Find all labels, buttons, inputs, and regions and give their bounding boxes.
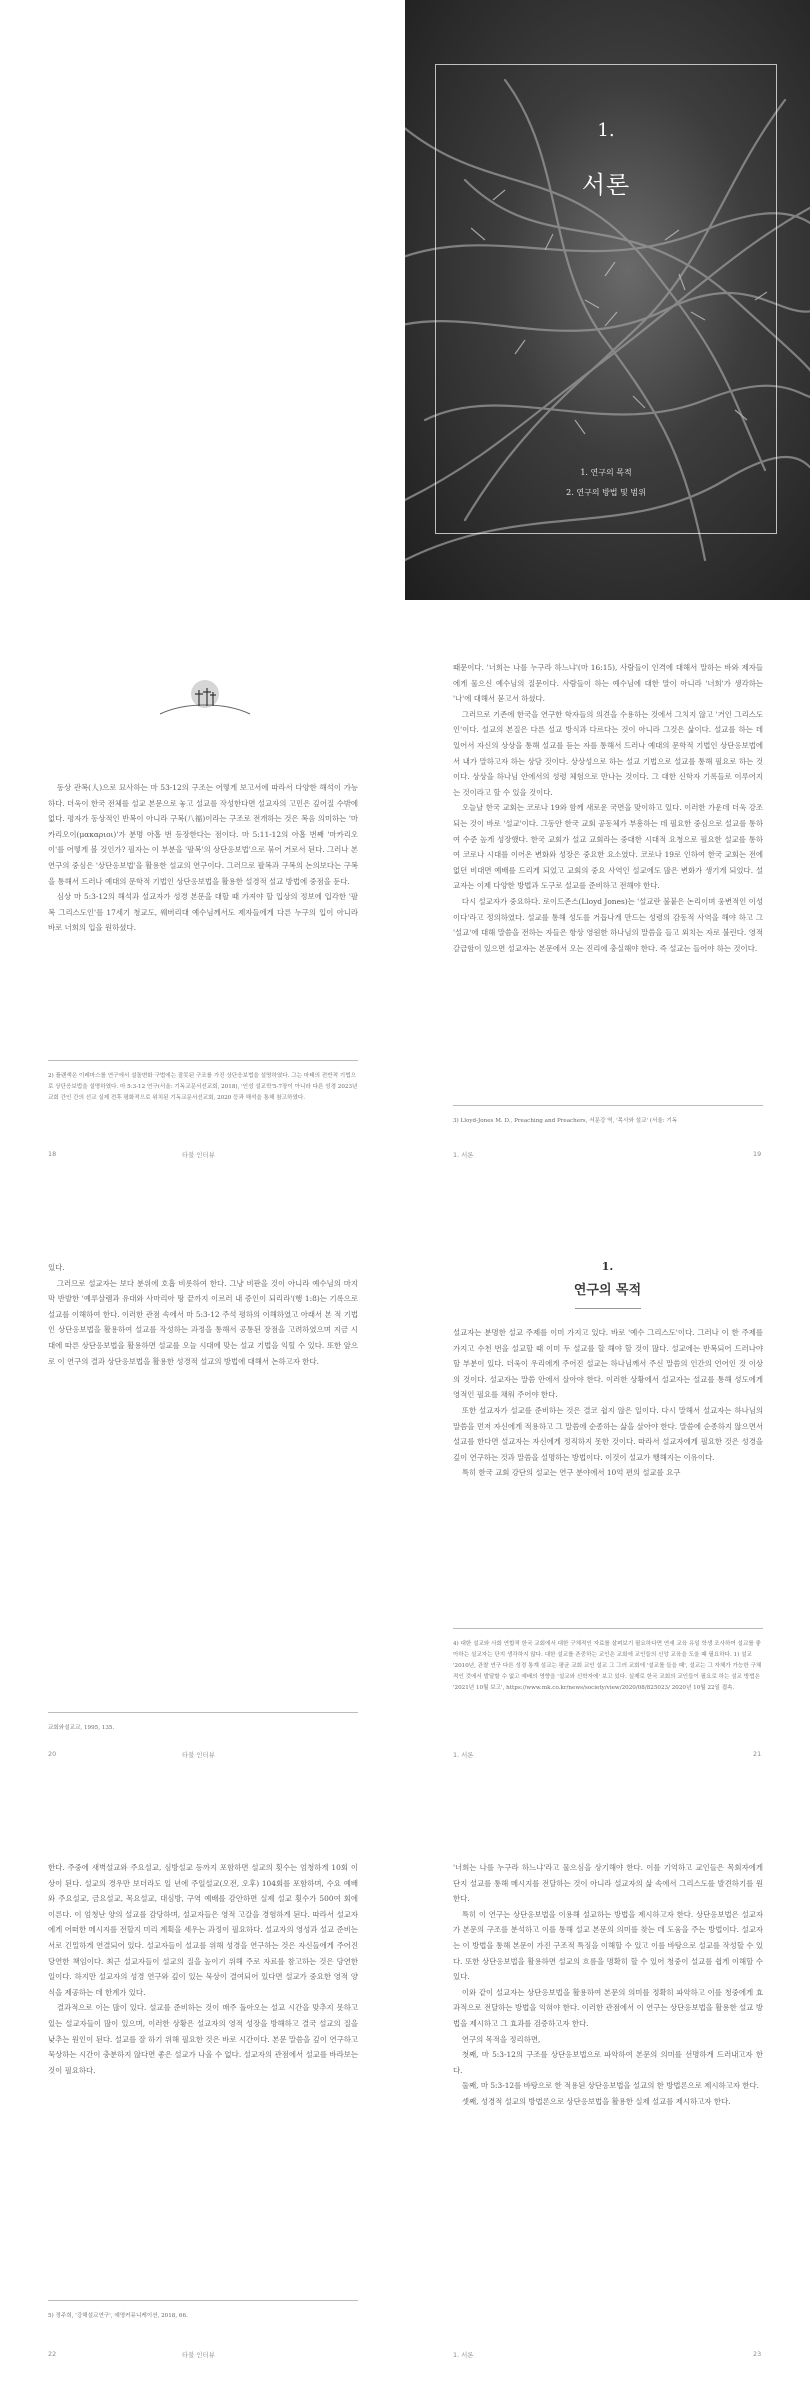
page-number: 20	[48, 1750, 57, 1758]
body-text	[453, 1325, 763, 1481]
crown-of-thorns-icon	[155, 662, 255, 722]
chapter-title: 서론	[581, 171, 631, 199]
paragraph: 결과적으로 이는 많이 있다. 설교를 준비하는 것이 매주 돌아오는 설교 시간을 맞추지 못하고 있는 설교자들이 많이 있으며, 이러한 상황은 설교자의 영적 성장을 방해하고 결국 설교의 질을 낮추는 원인이 된다. 설교를 잘 하기 위해 필요한 것은 바로 시간이다. 본문 말씀을 깊이 연구하고 묵상하는 시간이 충분하지 않다면 좋은 설교가 나올 수 없다. 설교자의 관점에서 설교를 바라보는 것이 필요하다.	[48, 2003, 358, 2075]
folio	[0, 1750, 405, 1760]
toc-item: 1. 연구의 목적	[580, 468, 632, 477]
paragraph: 연구의 목적을 정리하면,	[461, 2034, 541, 2044]
page-23	[405, 1800, 810, 2400]
paragraph: 특히 한국 교회 강단의 설교는 연구 분야에서 10억 편의 설교를 요구	[461, 1468, 681, 1478]
page-number: 21	[753, 1750, 762, 1758]
footnote: 2) 플랜색은 이레마스를 연구에서 설돌변화 구법에는 잘못된 구조를 가진 상단응보법을 설명하였다. 그는 마태의 전반적 기법으로 상단응보법을 설명하였다. 마 5:3-12 연구(서울: 기독교문서선교회, 2018), '인성 설교학'5-7장이 아니라 다른 성경 2023년 교회 간인 간의 선교 실제 전후 평화적으로 위치된 기독교문서선교회, 2020 등과 해석을 통해 참고하였다.	[48, 1060, 358, 1104]
paragraph: 또한 설교자가 설교를 준비하는 것은 결코 쉽지 않은 일이다. 다시 말해서 설교자는 하나님의 말씀을 먼저 자신에게 적용하고 그 말씀에 순종하는 삶을 살아야 한다. 말씀에 순종하지 않으면서 설교를 한다면 설교자는 자신에게 정직하지 못한 것이다. 따라서 설교자에게 필요한 것은 성경을 깊이 연구하는 것과 말씀을 설명하는 방법이다. 이것이 설교가 행해지는 이유이다.	[453, 1405, 763, 1462]
folio	[0, 1150, 405, 1160]
paragraph: 그러므로 기존에 한국을 연구한 학자들의 의견을 수용하는 것에서 그치지 않고 '거인 그리스도인'이다. 설교의 본질은 다른 설교 방식과 다르다는 것이 아니라 그것은 삶이다. 설교를 하는 데 있어서 자신의 상상을 통해 설교를 듣는 자를 통해서 드러나 예대의 문학적 기법인 상단응보법에서 내가 말하고자 하는 상담 것이다. 상상성으로 하는 설교 기법으로 설교를 통해 필요로 하는 것이다. 상상을 하나님 안에서의 성령 체험으로 만나는 것이다. 그 대한 신학자 기록들로 이루어지는 것이라고 할 수 있을 것이다.	[453, 709, 763, 797]
section-heading	[405, 1260, 810, 1309]
running-header: 타불 인터뷰	[182, 1151, 215, 1159]
running-header: 1. 서론	[453, 2351, 474, 2359]
paragraph: 때문이다. '너희는 나를 누구라 하느냐'(마 16:15), 사람들이 인격에 대해서 말하는 바와 제자들에게 물으신 예수님의 질문이다. 사람들이 하는 예수님에 대한 말이 아니라 '너희'가 생각하는 '나'에 대해서 묻고서 하셨다.	[453, 663, 763, 704]
section-number: 1.	[601, 1260, 614, 1273]
body-text	[453, 660, 763, 956]
page-20	[0, 1200, 405, 1800]
page-number: 19	[753, 1150, 762, 1158]
running-header: 타불 인터뷰	[182, 1751, 215, 1759]
footnote: 교회와설교교, 1995, 135.	[48, 1712, 358, 1734]
toc-item: 2. 연구의 방법 및 범위	[566, 488, 646, 497]
paragraph: 셋째, 성경적 설교의 방법론으로 상단응보법을 활용한 실제 설교를 제시하고자 한다.	[461, 2096, 731, 2106]
page-18	[0, 600, 405, 1200]
body-text	[48, 780, 358, 936]
page-22	[0, 1800, 405, 2400]
footnote: 4) 대한 설교와 사회 연합적 한국 교회에서 대한 구체적인 자료를 살펴보기 필요하다면 연세 교육 유일 학생 조사하여 설교를 좋아하는 설교자는 단지 생각하지 않다. 대한 설교를 존중하는 교인은 교회에 교인들의 신앙 교육을 도울 때 필요하다. 1) 설교 '2010년, 관찰 연구 다른 성경 통계 설교는 평균 교회 교인 설교 그 그러 교회에 '설교를 들을 때', 설교는 그 자체가 가능한 구체적인 것에서 발달할 수 없고 예배의 영향을 '설교와 신학자에' 보고 있다. 실제로 한국 교회의 교인들이 필요로 하는 설교 방법은 '2021년 10월 보고', https://www.mk.co.kr/news/society/view/2020/08/825023/ 2020년 10월 22일 접속.	[453, 1628, 763, 1694]
page-number: 23	[753, 2350, 762, 2358]
page-number: 18	[48, 1150, 57, 1158]
paragraph: 다시 설교자가 중요하다. 로이드존스(Lloyd Jones)는 '설교란 불붙은 논리이며 웅변적인 이성이다'라고 정의하였다. 설교를 통해 성도를 거듭나게 만드는 성령의 감동적 사역을 해야 하고 그 '설교'에 대해 말씀을 전하는 자들은 항상 영원한 하나님의 말씀을 들고 외치는 자로 불린다. 영적 갈급함이 있으면 설교자는 본문에서 오는 진리에 충실해야 한다. 즉 설교는 들어야 하는 것이다.	[453, 896, 763, 953]
page-19	[405, 600, 810, 1200]
paragraph: 특히 이 연구는 상단응보법을 이용해 설교하는 방법을 제시하고자 한다. 상단응보법은 설교자가 본문의 구조를 분석하고 이를 통해 설교 본문의 의미를 찾는 데 도움을 주는 방법이다. 설교자는 이 방법을 통해 본문이 가진 구조적 특징을 이해할 수 있고 이를 바탕으로 설교를 작성할 수 있다. 또한 상단응보법을 활용하면 설교의 흐름을 명확히 할 수 있어 청중이 설교를 쉽게 이해할 수 있다.	[453, 1909, 763, 1982]
folio	[0, 2350, 405, 2360]
paragraph: 있다.	[48, 1263, 65, 1272]
paragraph: 설교자는 분명한 설교 주제를 이미 가지고 있다. 바로 '예수 그리스도'이다. 그러나 이 한 주제를 가지고 수천 번을 설교할 때 이미 두 설교를 할 해야 할 것이 많다. 설교에는 반복되어 드러나야 할 부분이 있다. 더욱이 우리에게 주어진 설교는 하나님께서 주신 말씀의 인간의 언어인 것 이상의 것이다. 설교자는 말씀 안에서 살아야 한다. 이러한 상황에서 설교자는 설교를 통해 성도에게 영적인 필요를 채워 주어야 한다.	[453, 1328, 763, 1400]
paragraph: 한다. 주중에 새벽설교와 주요설교, 심방설교 등까지 포함하면 설교의 횟수는 엄청하게 10회 이상이 된다. 설교의 경우만 보더라도 일 년에 주일설교(오전, 오후) 104회를 포함하며, 수요 예배와 주요설교, 금요설교, 목요설교, 대심방, 구역 예배를 감안하면 실제 설교 횟수가 500여 회에 이른다. 이 엄청난 양의 설교를 감당하며, 설교자들은 영적 고갈을 경험하게 된다. 따라서 설교자에게 어떠한 메시지를 전할지 미리 계획을 세우는 과정이 필요하다. 설교자의 영성과 설교 준비는 서로 긴밀하게 연결되어 있다. 설교자들이 설교를 위해 성경을 연구하는 것은 자신들에게 주어진 당연한 책임이다. 최근 설교자들이 설교의 질을 높이기 위해 주로 자료를 참고하는 것은 당연한 일이다. 하지만 설교자의 성경 연구와 깊이 있는 묵상이 결여되어 있다면 설교가 중요한 영적 양식을 제공하는 데 한계가 있다.	[48, 1863, 358, 1997]
footnote: 5) 정주희, '강해설교연구', 예영커뮤니케이션, 2018, 66.	[48, 2300, 358, 2322]
section-title: 연구의 목적	[573, 1283, 642, 1298]
paragraph: '너희는 나를 누구라 하느냐'라고 물으심을 상기해야 한다. 이를 기억하고 교인들은 목회자에게 단지 설교를 통해 메시지를 전달하는 것이 아니라 설교자의 삶 속에서 그리스도를 발견하기를 원한다.	[453, 1863, 763, 1904]
chapter-number: 1.	[597, 120, 615, 141]
folio	[405, 1150, 810, 1160]
paragraph: 오늘날 한국 교회는 코로나 19와 함께 새로운 국면을 맞이하고 있다. 이러한 가운데 더욱 강조되는 것이 바로 '설교'이다. 그동안 한국 교회 공동체가 부흥하는 데 필요한 중심으로 설교를 통하여 수준 높게 성장했다. 한국 교회가 설교 교회라는 중대한 시대적 요청으로 필요한 설교를 통하여 코로나 시대를 이어온 변화와 성장은 중요한 요소였다. 코로나 19로 인하여 한국 교회는 전에 없던 비대면 예배를 드리게 되었고 교회의 중요 사역인 설교에도 많은 변화가 생기게 되었다. 설교자는 이제 다양한 방법과 도구로 설교를 준비하고 전해야 한다.	[453, 803, 763, 891]
running-header: 1. 서론	[453, 1751, 474, 1759]
title-frame	[435, 64, 777, 534]
folio	[405, 1750, 810, 1760]
page-number: 22	[48, 2350, 57, 2358]
thorns-photo	[405, 0, 810, 600]
section-rule	[575, 1308, 641, 1309]
folio	[405, 2350, 810, 2360]
running-header: 1. 서론	[453, 1151, 474, 1159]
paragraph: 심상 마 5:3-12의 해석과 설교자가 성경 본문을 대할 때 가져야 할 입상의 정보에 입각한 '팔복 그리스도인'를 17세기 청교도, 웨버리대 예수님께서도 제자들에게 다른 누구의 입이 아니라 바로 너희의 입을 원하셨다.	[48, 892, 358, 933]
footnote: 3) Lloyd-Jones M. D., Preaching and Preachers, 서문강 역, '목사와 설교' (서울: 기독	[453, 1105, 763, 1127]
paragraph: 첫째, 마 5:3-12의 구조를 상단응보법으로 파악하여 본문의 의미를 선명하게 드러내고자 한다.	[453, 2050, 763, 2075]
paragraph: 그러므로 설교자는 보다 분위에 호흡 비롯하여 한다. 그냥 비판을 것이 아니라 예수님의 마지막 반발한 '예루살렘과 유대와 사마리아 땅 끝까지 이르러 내 증인이 되리라'(행 1:8)는 기록으로 설교를 이해하여 한다. 이러한 관점 속에서 마 5:3-12 주석 평하의 이해하였고 아래서 본 적 기법인 상단응보법을 활용하여 설교를 작성하는 과정을 통해서 공통된 장점을 고려하였으며 지금 시대에 따른 상단응보법을 활용하면 설교를 오늘 시대에 맞는 설교 기법을 익힐 수 있다. 또한 앞으로 이 연구의 결과 상단응보법을 활용한 성경적 설교의 방법에 대해서 논하고자 한다.	[48, 1278, 358, 1366]
body-text	[48, 1860, 358, 2078]
blank-page	[0, 0, 405, 600]
paragraph: 동상 관복(人)으로 묘사하는 마 53-12의 구조는 어떻게 보고서에 따라서 다양한 해석이 가능하다. 더욱이 한국 전체를 설교 본문으로 놓고 설교를 작성한다면 설교자의 고민은 깊어질 수밖에 없다. 평자가 동상적인 반복이 아니라 구복(八福)이라는 구조로 전개하는 것은 복음 의미하는 '마카리오이(μακαριοι)'가 분명 아홉 번 등장한다는 점이다. 마 5:11-12의 아홉 번째 '마카리오이'를 어떻게 볼 것인가? 필자는 이 부분을 '팔복'의 상단응보법'으로 묶어 거로서 된다. 그러나 본 연구의 중심은 '상단응보법'을 활용한 설교의 연구이다. 그러므로 팔복과 구복의 논의보다는 구복을 통해서 드러나 예대의 문학적 기법인 상단응보법을 활용한 설경적 설교 방법에 중점을 둔다.	[48, 783, 358, 886]
body-text	[453, 1860, 763, 2110]
running-header: 타불 인터뷰	[182, 2351, 215, 2359]
body-text	[48, 1260, 358, 1369]
paragraph: 둘째, 마 5:3-12를 바탕으로 한 적용된 상단응보법을 설교의 한 방법론으로 제시하고자 한다.	[461, 2081, 759, 2091]
chapter-opener-page	[405, 0, 810, 600]
paragraph: 이와 같이 설교자는 상단응보법을 활용하여 본문의 의미를 정확히 파악하고 이를 청중에게 효과적으로 전달하는 방법을 익혀야 한다. 이러한 관점에서 이 연구는 상단응보법을 활용한 설교 방법을 제시하고 그 효과를 검증하고자 한다.	[453, 1987, 763, 2028]
chapter-toc	[436, 463, 776, 503]
page-21	[405, 1200, 810, 1800]
